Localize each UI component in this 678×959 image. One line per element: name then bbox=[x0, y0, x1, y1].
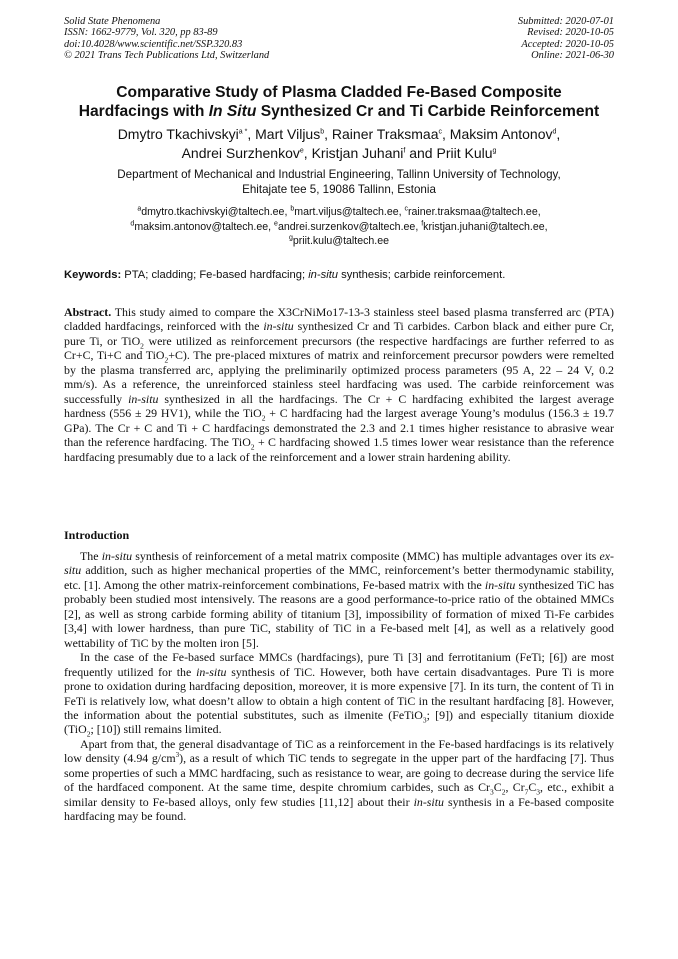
email-separator: , bbox=[415, 220, 422, 233]
section-heading: Introduction bbox=[64, 528, 130, 542]
paper-title bbox=[40, 83, 638, 121]
email-list bbox=[60, 205, 618, 249]
intro-text: synthesis of TiC. However, both have certain disadvantages. Pure Ti is more prone to oxidation during hardfacing deposition, moreover, it is more expensive [7]. In its turn, the content of Ti in FeTi is relatively low, what doesn’t allow to obtain a high content of TiC in the resultant hardfacing [8]. However, the information about the potential substitutes, such as ilmenite (FeTiO bbox=[64, 664, 614, 722]
keywords-text: synthesis; carbide reinforcement. bbox=[338, 269, 506, 281]
email-link[interactable]: mart.viljus@taltech.ee bbox=[294, 206, 399, 218]
abstract-text: + C hardfacing showed 1.5 times lower wear resistance than the reference hardfacing presumably due to a lack of the reinforcement and a lower strain hardening ability. bbox=[64, 435, 614, 464]
intro-text: , etc., exhibit a similar density to Fe-based alloys, only few studies [11,12] about their bbox=[64, 780, 615, 809]
abstract-label: Abstract. bbox=[64, 305, 112, 319]
author-separator: , bbox=[303, 145, 312, 161]
intro-text: synthesis in a Fe-based composite hardfacing may be found. bbox=[64, 794, 614, 824]
email-link[interactable]: maksim.antonov@taltech.ee bbox=[134, 220, 269, 233]
subscript: 2 bbox=[140, 341, 144, 351]
email-link[interactable]: dmytro.tkachivskyi@taltech.ee bbox=[141, 206, 285, 218]
email-separator: , bbox=[537, 206, 541, 218]
author-mark: b bbox=[320, 128, 325, 136]
title-line-1: Comparative Study of Plasma Cladded Fe-Based Composite bbox=[116, 84, 562, 101]
email-line-1 bbox=[60, 205, 618, 220]
abstract-text: were utilized as reinforcement precursors (the respective hardfacings are further referred to as Cr+C, Ti+C and TiO bbox=[64, 333, 614, 363]
abstract-text: synthesized Cr and Ti carbides. Carbon black and either pure Cr, pure Ti, or TiO bbox=[64, 319, 614, 348]
title-text: Hardfacings with bbox=[78, 103, 209, 120]
keywords bbox=[64, 268, 614, 282]
email-link[interactable]: kristjan.juhani@taltech.ee bbox=[423, 220, 545, 233]
author-name: Mart Viljus bbox=[255, 126, 321, 142]
email-link[interactable]: rainer.traksmaa@taltech.ee bbox=[408, 206, 538, 218]
subscript: 2 bbox=[261, 413, 266, 423]
title-text: Synthesized Cr and Ti Carbide Reinforcement bbox=[256, 103, 600, 120]
intro-paragraph-3 bbox=[64, 737, 614, 824]
author-line-1 bbox=[40, 125, 638, 144]
email-separator: , bbox=[544, 220, 548, 233]
email-link[interactable]: andrei.surzenkov@taltech.ee bbox=[277, 220, 416, 233]
intro-italic: in-situ bbox=[101, 549, 133, 563]
author-mark: a * bbox=[238, 128, 248, 136]
keywords-italic: in-situ bbox=[308, 269, 339, 281]
intro-text: The bbox=[80, 549, 102, 563]
intro-italic: in-situ bbox=[413, 794, 444, 809]
affiliation-line-2: Ehitajate tee 5, 19086 Tallinn, Estonia bbox=[242, 183, 436, 196]
intro-text: addition, such as higher mechanical properties of the MMC, reinforcement’s better thermodynamic stability, etc. [1]. Among the other matrix-reinforcement combinations, Fe-based matrix with the bbox=[64, 563, 614, 592]
title-line-2 bbox=[40, 102, 638, 121]
subscript: 2 bbox=[86, 729, 91, 739]
superscript: 3 bbox=[175, 751, 180, 760]
issn: ISSN: 1662-9779, Vol. 320, pp 83-89 bbox=[64, 27, 218, 39]
author-mark: d bbox=[552, 128, 557, 136]
abstract bbox=[64, 305, 614, 464]
journal-info bbox=[64, 16, 269, 62]
email-mark: d bbox=[130, 220, 135, 228]
intro-text: C bbox=[493, 780, 502, 795]
author-name: Priit Kulu bbox=[436, 145, 493, 161]
abstract-text: + C hardfacing had the largest average Young’s modulus (156.3 ± 19.7 GPa). The Cr + C and Ti + C hardfacings demonstrated the 2.3 and 2.1 times higher resistance to abrasive wear than the reference hardfacing. The TiO bbox=[64, 406, 614, 450]
subscript: 3 bbox=[536, 787, 541, 797]
subscript: 3 bbox=[422, 715, 427, 725]
subscript: 7 bbox=[524, 787, 529, 797]
intro-text: synthesis of reinforcement of a metal matrix composite (MMC) has multiple advantages over its bbox=[132, 549, 600, 563]
subscript: 3 bbox=[490, 787, 494, 797]
affiliation bbox=[60, 167, 618, 197]
accepted-date: Accepted: 2020-10-05 bbox=[521, 38, 614, 50]
author-list bbox=[40, 125, 638, 163]
author-name: Maksim Antonov bbox=[449, 126, 553, 142]
author-separator: , bbox=[324, 126, 332, 142]
doi: doi:10.4028/www.scientific.net/SSP.320.83 bbox=[64, 38, 243, 50]
email-separator: , bbox=[398, 206, 405, 218]
affiliation-line-1: Department of Mechanical and Industrial Engineering, Tallinn University of Technology, bbox=[117, 168, 561, 181]
intro-text: C bbox=[528, 780, 537, 795]
publication-meta bbox=[64, 16, 614, 62]
author-line-2 bbox=[40, 144, 638, 163]
intro-paragraph-1 bbox=[64, 549, 614, 650]
intro-text: ), as a result of which TiC tends to segregate in the upper part of the hardfacing [7]. Thus some properties of such a MMC hardfacing, such as resistance to wear, are going to decrease during the service life of the hardfaced component. At the same time, despite chromium carbides, such as Cr bbox=[64, 751, 614, 795]
subscript: 2 bbox=[501, 787, 506, 797]
intro-italic: in-situ bbox=[484, 577, 516, 592]
author-name: Kristjan Juhani bbox=[311, 145, 404, 161]
abstract-italic: in-situ bbox=[263, 319, 294, 334]
intro-text: ; [10]) still remains limited. bbox=[90, 722, 222, 737]
intro-text: , Cr bbox=[505, 780, 525, 795]
author-mark: f bbox=[403, 147, 406, 155]
email-mark: a bbox=[137, 205, 142, 213]
abstract-text: synthesized in all the hardfacings. The Cr + C hardfacing exhibited the largest average hardness (556 ± 29 HV1), while the TiO bbox=[64, 391, 614, 421]
email-mark: c bbox=[404, 205, 409, 213]
title-italic: In Situ bbox=[208, 103, 257, 120]
author-separator: , bbox=[247, 126, 256, 142]
author-name: Andrei Surzhenkov bbox=[181, 145, 300, 161]
intro-text: Apart from that, the general disadvantage of TiC as a reinforcement in the Fe-based hardfacings is its relatively low density (4.94 g/cm bbox=[64, 736, 614, 766]
journal-name: Solid State Phenomena bbox=[64, 16, 161, 27]
author-name: Rainer Traksmaa bbox=[331, 126, 439, 142]
email-mark: f bbox=[421, 220, 424, 228]
author-name: Dmytro Tkachivskyi bbox=[117, 126, 239, 142]
author-mark: g bbox=[492, 147, 497, 155]
email-mark: g bbox=[288, 234, 293, 242]
author-mark: e bbox=[299, 147, 304, 155]
abstract-italic: in-situ bbox=[128, 391, 159, 406]
keywords-text: PTA; cladding; Fe-based hardfacing; bbox=[121, 269, 309, 281]
introduction-body bbox=[64, 549, 614, 824]
subscript: 2 bbox=[250, 442, 255, 452]
abstract-text: +C). The pre-placed mixtures of matrix and reinforcement precursor powders were remelted by the plasma transferred arc, applying the preliminarily optimized process parameters (95 A, 22 – 24 V, 0.2 mm/s). As a reference, the unreinforced stainless steel hardfacing was used. The carbide reinforcement was successfully bbox=[64, 348, 614, 406]
email-link[interactable]: priit.kulu@taltech.ee bbox=[292, 235, 390, 248]
subscript: 2 bbox=[164, 355, 169, 365]
author-separator: , bbox=[556, 126, 561, 142]
email-line-3 bbox=[60, 234, 618, 249]
email-mark: b bbox=[290, 205, 295, 213]
author-mark: c bbox=[438, 128, 442, 136]
dates-info bbox=[518, 16, 614, 62]
online-date: Online: 2021-06-30 bbox=[531, 50, 614, 62]
abstract-paragraph bbox=[64, 305, 614, 464]
intro-text: synthesized TiC has probably been studied most intensively. The reasons are a good performance-to-price ratio of the obtained MMCs [2], as well as strong carbide forming ability of titanium [3], impossibility of formation of mixed Ti-Fe carbides [3,4] with lower hardness, than pure TiC, stability of TiC in a Fe-based melt [4], as well as a relatively good wettability of TiC by the molten iron [5]. bbox=[64, 577, 614, 650]
email-line-2 bbox=[60, 220, 618, 235]
intro-paragraph-2 bbox=[64, 650, 614, 737]
keywords-label: Keywords: bbox=[64, 269, 122, 281]
intro-text: ; [9]) and especially titanium dioxide (TiO bbox=[64, 707, 614, 737]
intro-text: In the case of the Fe-based surface MMCs (hardfacings), pure Ti [3] and ferrotitanium (FeTi; [6]) are most frequently utilized for the bbox=[64, 650, 614, 679]
email-separator: , bbox=[284, 206, 291, 218]
author-separator: and bbox=[405, 145, 437, 161]
revised-date: Revised: 2020-10-05 bbox=[527, 27, 614, 39]
submitted-date: Submitted: 2020-07-01 bbox=[517, 16, 614, 27]
email-separator: , bbox=[268, 220, 275, 233]
intro-italic: ex-situ bbox=[64, 549, 615, 578]
intro-italic: in-situ bbox=[196, 664, 227, 679]
copyright: © 2021 Trans Tech Publications Ltd, Switzerland bbox=[64, 50, 270, 62]
email-mark: e bbox=[274, 220, 278, 228]
abstract-text: This study aimed to compare the X3CrNiMo17-13-3 stainless steel based plasma transferred arc (PTA) cladded hardfacings, reinforced with the bbox=[64, 305, 614, 334]
author-separator: , bbox=[442, 126, 450, 142]
